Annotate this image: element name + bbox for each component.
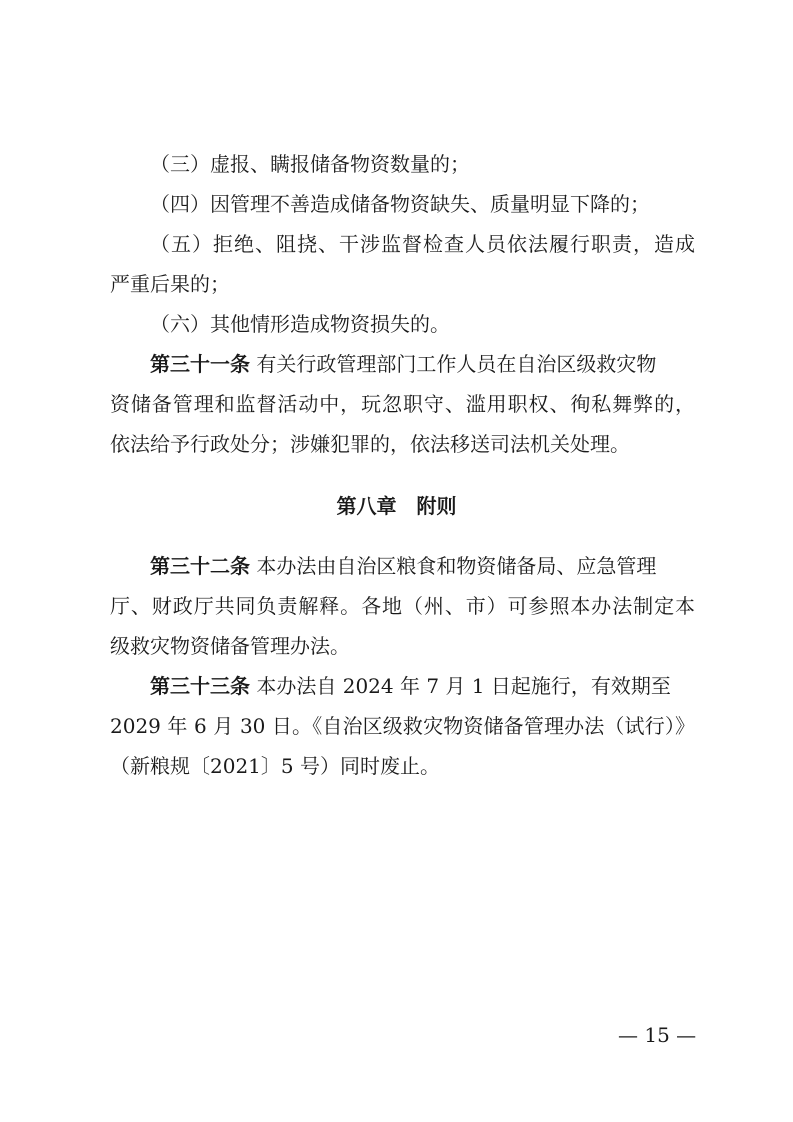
article-32-line-3: 级救灾物资储备管理办法。: [110, 634, 350, 658]
article-31-line-3: 依法给予行政处分；涉嫌犯罪的，依法移送司法机关处理。: [110, 432, 630, 456]
article-32-line-2: 厅、财政厅共同负责解释。各地（州、市）可参照本办法制定本: [110, 594, 695, 618]
clause-five-line-1: （五）拒绝、阻挠、干涉监督检查人员依法履行职责，造成: [150, 232, 695, 256]
clause-six: （六）其他情形造成物资损失的。: [150, 312, 450, 336]
article-31-line-2: 资储备管理和监督活动中，玩忽职守、滥用职权、徇私舞弊的，: [110, 392, 695, 416]
article-32-text-1: 本办法由自治区粮食和物资储备局、应急管理: [256, 554, 657, 578]
article-33-text-1: 本办法自 2024 年 7 月 1 日起施行，有效期至: [256, 674, 671, 698]
article-31-title: 第三十一条: [150, 352, 250, 376]
clause-three: （三）虚报、瞒报储备物资数量的；: [150, 152, 470, 176]
clause-four: （四）因管理不善造成储备物资缺失、质量明显下降的；: [150, 192, 650, 216]
chapter-heading: 第八章 附则: [336, 494, 457, 518]
article-33-title: 第三十三条: [150, 674, 250, 698]
article-33-line-1: [150, 671, 695, 701]
article-32-title: 第三十二条: [150, 554, 250, 578]
article-31-line-1: [150, 349, 695, 379]
article-33-line-3: （新粮规〔2021〕5 号）同时废止。: [110, 754, 440, 778]
page-number: — 15 —: [618, 1023, 697, 1047]
article-31-text-1: 有关行政管理部门工作人员在自治区级救灾物: [256, 352, 657, 376]
clause-five-line-2: 严重后果的；: [110, 272, 230, 296]
article-32-line-1: [150, 551, 695, 581]
article-33-line-2: 2029 年 6 月 30 日。《自治区级救灾物资储备管理办法（试行）》: [110, 714, 695, 738]
